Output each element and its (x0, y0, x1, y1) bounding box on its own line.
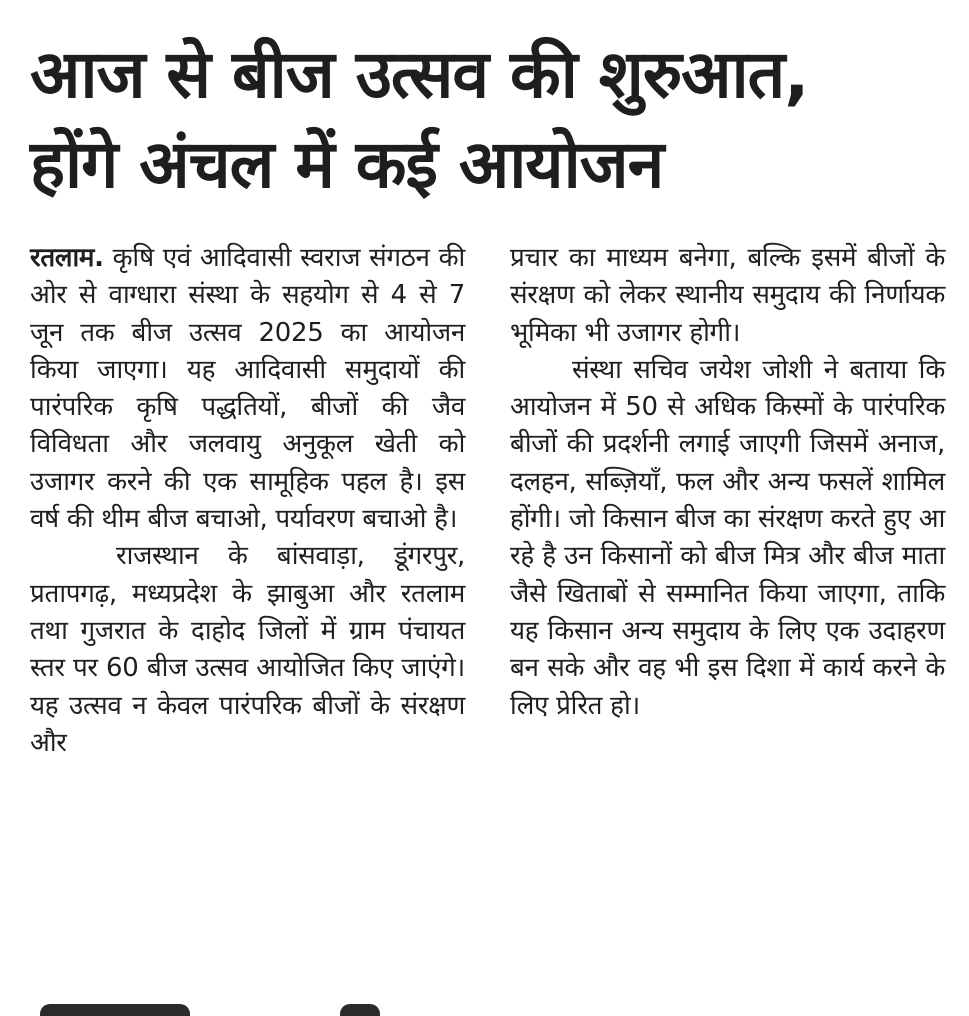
dateline: रतलाम. (30, 243, 104, 273)
right-paragraph-1: प्रचार का माध्यम बनेगा, बल्कि इसमें बीजों के संरक्षण को लेकर स्थानीय समुदाय की निर्णायक भूमिका भी उजागर होगी। (510, 243, 945, 348)
cropped-text-fragment (340, 1004, 380, 1016)
headline-line-2: होंगे अंचल में कई आयोजन (30, 126, 664, 203)
headline-line-1: आज से बीज उत्सव की शुरुआत, (30, 36, 809, 113)
article-headline (30, 30, 940, 210)
cropped-text-fragment (40, 1004, 190, 1016)
right-column (510, 240, 945, 988)
left-paragraph-1 (30, 240, 465, 538)
left-paragraph-1-text: कृषि एवं आदिवासी स्वराज संगठन की ओर से वाग्धारा संस्था के सहयोग से 4 से 7 जून तक बीज उत्सव 2025 का आयोजन किया जाएगा। यह आदिवासी समुदायों की पारंपरिक कृषि पद्धतियों, बीजों की जैव विविधता और जलवायु अनुकूल खेती को उजागर करने की एक सामूहिक पहल है। इस वर्ष की थीम बीज बचाओ, पर्यावरण बचाओ है। (30, 243, 465, 535)
right-paragraph-2: संस्था सचिव जयेश जोशी ने बताया कि आयोजन में 50 से अधिक किस्मों के पारंपरिक बीजों की प्रदर्शनी लगाई जाएगी जिसमें अनाज, दलहन, सब्ज़ियाँ, फल और अन्य फसलें शामिल होंगी। जो किसान बीज का संरक्षण करते हुए आ रहे है उन किसानों को बीज मित्र और बीज माता जैसे खिताबों से सम्मानित किया जाएगा, ताकि यह किसान अन्य समुदाय के लिए एक उदाहरण बन सके और वह भी इस दिशा में कार्य करने के लिए प्रेरित हो। (510, 354, 945, 721)
cropped-next-headline (0, 1000, 969, 1011)
left-paragraph-2: राजस्थान के बांसवाड़ा, डूंगरपुर, प्रतापगढ़, मध्यप्रदेश के झाबुआ और रतलाम तथा गुजरात के दाहोद जिलों में ग्राम पंचायत स्तर पर 60 बीज उत्सव आयोजित किए जाएंगे। यह उत्सव न केवल पारंपरिक बीजों के संरक्षण और (30, 541, 465, 758)
article-body (30, 240, 945, 988)
left-column (30, 240, 465, 988)
